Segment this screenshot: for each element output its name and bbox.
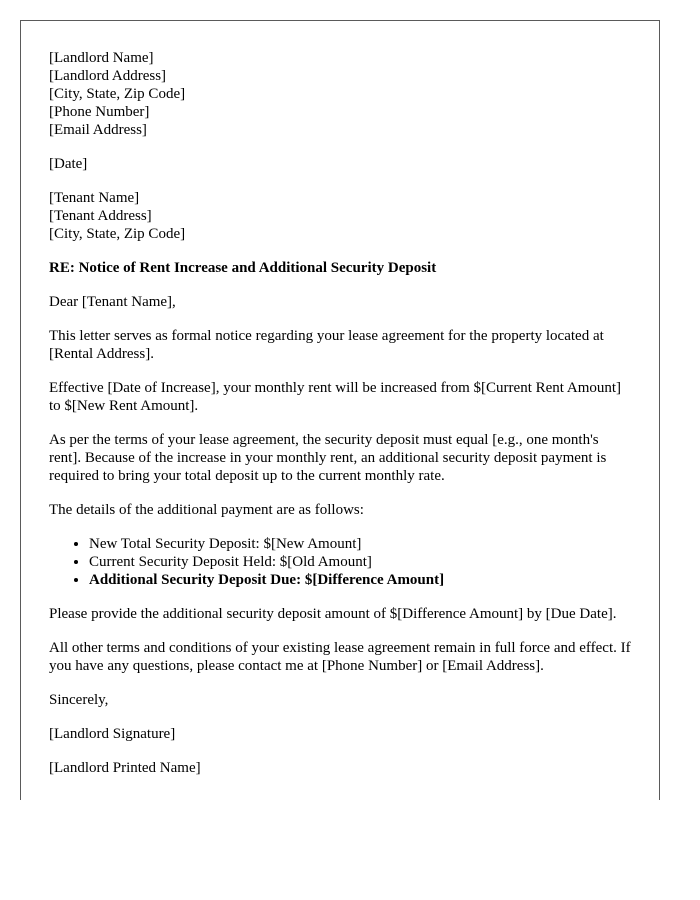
sender-block bbox=[49, 49, 633, 139]
recipient-name: [Tenant Name] bbox=[49, 190, 140, 206]
sender-phone: [Phone Number] bbox=[49, 104, 150, 120]
paragraph-notice: This letter serves as formal notice regarding your lease agreement for the property located at [Rental Address]. bbox=[49, 328, 604, 362]
payment-details-list bbox=[49, 535, 633, 589]
recipient-block bbox=[49, 189, 633, 243]
recipient-address: [Tenant Address] bbox=[49, 208, 152, 224]
list-item-new-total: • New Total Security Deposit: $[New Amount] bbox=[89, 535, 633, 553]
sender-city-state-zip: [City, State, Zip Code] bbox=[49, 86, 186, 102]
paragraph-rent-increase: Effective [Date of Increase], your monthly rent will be increased from $[Current Rent Amount] to $[New Rent Amount]. bbox=[49, 380, 622, 414]
paragraph-due-date: Please provide the additional security deposit amount of $[Difference Amount] by [Due Date]. bbox=[49, 606, 617, 622]
list-item-current-held: • Current Security Deposit Held: $[Old Amount] bbox=[89, 553, 633, 571]
sender-address: [Landlord Address] bbox=[49, 68, 167, 84]
sender-email: [Email Address] bbox=[49, 122, 147, 138]
paragraph-other-terms: All other terms and conditions of your existing lease agreement remain in full force and effect. If you have any questions, please contact me at [Phone Number] or [Email Address]. bbox=[49, 640, 631, 674]
letter-page bbox=[20, 20, 660, 800]
sender-name: [Landlord Name] bbox=[49, 50, 154, 66]
letter-content bbox=[49, 49, 633, 793]
printed-name-placeholder: [Landlord Printed Name] bbox=[49, 760, 201, 776]
date-line: [Date] bbox=[49, 156, 88, 172]
paragraph-deposit-terms: As per the terms of your lease agreement, the security deposit must equal [e.g., one month's rent]. Because of the increase in your monthly rent, an additional security deposit payment is required to bring your total deposit up to the current monthly rate. bbox=[49, 432, 607, 484]
subject-line: RE: Notice of Rent Increase and Additional Security Deposit bbox=[49, 260, 437, 276]
closing: Sincerely, bbox=[49, 692, 109, 708]
signature-placeholder: [Landlord Signature] bbox=[49, 726, 176, 742]
recipient-city-state-zip: [City, State, Zip Code] bbox=[49, 226, 186, 242]
list-item-additional-due: • Additional Security Deposit Due: $[Difference Amount] bbox=[89, 571, 633, 589]
paragraph-details-intro: The details of the additional payment are as follows: bbox=[49, 502, 364, 518]
salutation: Dear [Tenant Name], bbox=[49, 294, 176, 310]
